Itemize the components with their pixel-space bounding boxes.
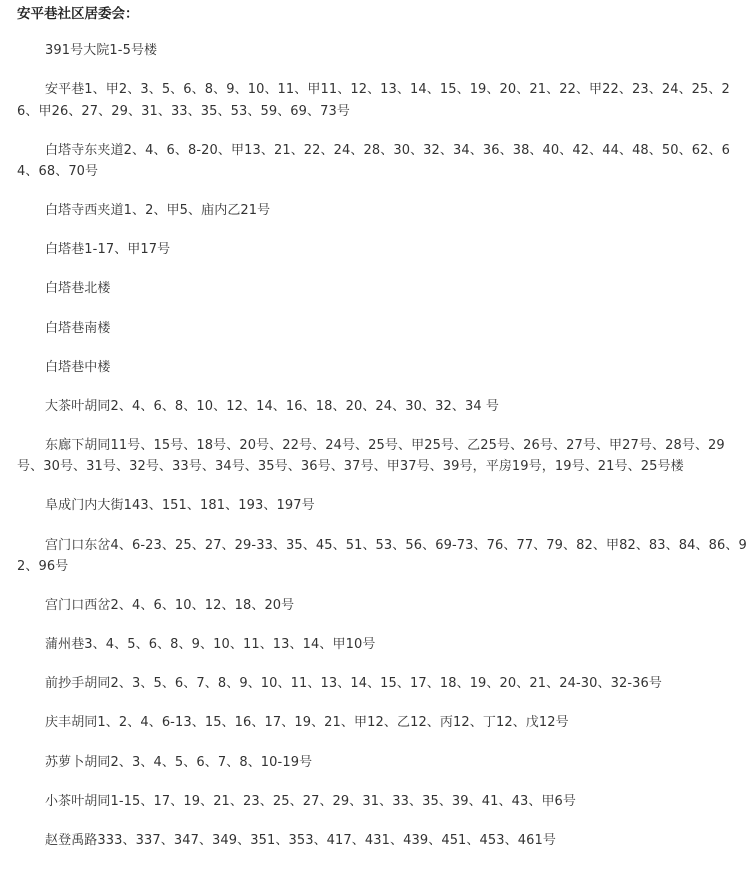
address-entry: 宫门口西岔2、4、6、10、12、18、20号 — [45, 598, 295, 614]
address-entry: 大茶叶胡同2、4、6、8、10、12、14、16、18、20、24、30、32、34 号 — [45, 398, 500, 414]
address-entry: 白塔巷南楼 — [45, 320, 111, 336]
address-entry: 391号大院1-5号楼 — [45, 43, 158, 58]
address-entry: 安平巷1、甲2、3、5、6、8、9、10、11、甲11、12、13、14、15、19、20、21、22、甲22、23、24、25、26、甲26、27、29、31、33、35、53、59、69、73号 — [17, 82, 730, 119]
address-list — [17, 40, 748, 851]
address-entry: 庆丰胡同1、2、4、6-13、15、16、17、19、21、甲12、乙12、丙12、丁12、戊12号 — [45, 715, 569, 731]
address-entry: 小茶叶胡同1-15、17、19、21、23、25、27、29、31、33、35、39、41、43、甲6号 — [45, 793, 577, 809]
address-entry: 赵登禹路333、337、347、349、351、353、417、431、439、451、453、461号 — [45, 832, 556, 848]
address-entry: 白塔寺西夹道1、2、甲5、庙内乙21号 — [45, 203, 271, 219]
address-entry: 白塔巷北楼 — [45, 281, 111, 297]
address-entry: 白塔巷1-17、甲17号 — [45, 242, 171, 258]
section-title: 安平巷社区居委会： — [17, 6, 139, 22]
address-entry: 苏萝卜胡同2、3、4、5、6、7、8、10-19号 — [45, 754, 313, 770]
address-entry: 前抄手胡同2、3、5、6、7、8、9、10、11、13、14、15、17、18、19、20、21、24-30、32-36号 — [45, 676, 662, 692]
address-entry: 东廊下胡同11号、15号、18号、20号、22号、24号、25号、甲25号、乙25号、26号、27号、甲27号、28号、29号、30号、31号、32号、33号、34号、35号、36号、37号、甲37号、39号，平房19号，19号、21号、25号楼 — [17, 437, 725, 475]
address-entry: 白塔巷中楼 — [45, 359, 111, 375]
address-entry: 蒲州巷3、4、5、6、8、9、10、11、13、14、甲10号 — [45, 637, 376, 653]
address-entry: 宫门口东岔4、6-23、25、27、29-33、35、45、51、53、56、69-73、76、77、79、82、甲82、83、84、86、92、96号 — [17, 537, 747, 575]
address-entry: 阜成门内大街143、151、181、193、197号 — [45, 498, 315, 514]
address-entry: 白塔寺东夹道2、4、6、8-20、甲13、21、22、24、28、30、32、34、36、38、40、42、44、48、50、62、64、68、70号 — [17, 142, 730, 180]
